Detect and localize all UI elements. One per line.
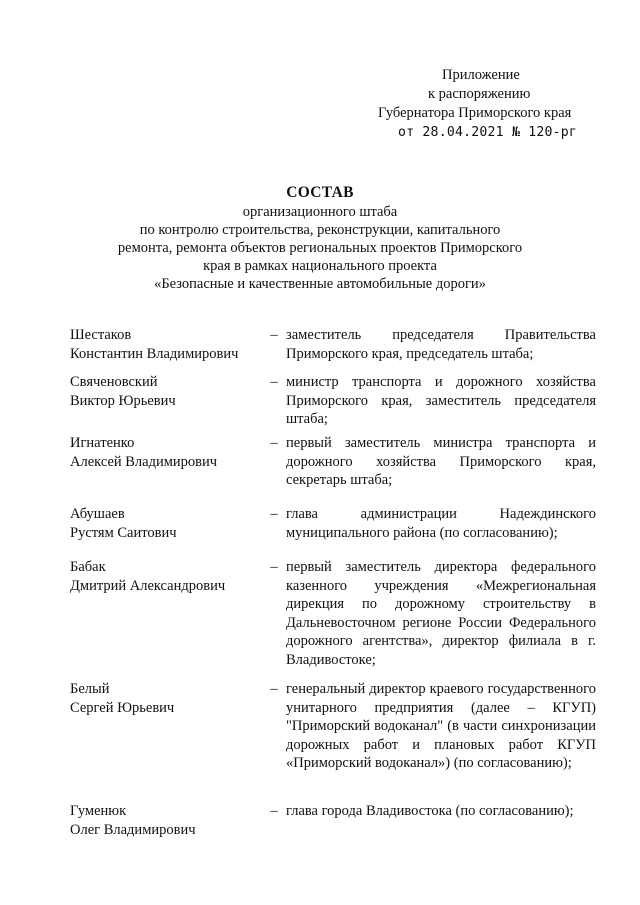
member-surname: Бабак (70, 559, 106, 575)
member-dash: – (270, 327, 278, 343)
title-line: «Безопасные и качественные автомобильные дороги» (154, 276, 486, 292)
appendix-label: Приложение (442, 67, 520, 83)
member-role: глава администрации Надеждинского муниципального района (по согласованию); (286, 506, 596, 541)
document-title (110, 184, 530, 293)
member-role: заместитель председателя Правительства Приморского края, председатель штаба; (286, 327, 596, 362)
member-person (70, 505, 262, 542)
member-surname: Игнатенко (70, 435, 135, 451)
member-entry (70, 505, 596, 542)
title-heading: СОСТАВ (286, 184, 354, 201)
appendix-order-ref: к распоряжению (428, 86, 531, 102)
member-person (70, 680, 262, 773)
member-entry (70, 802, 574, 839)
title-line: края в рамках национального проекта (203, 258, 437, 274)
member-person (70, 558, 262, 669)
member-role: генеральный директор краевого государственного унитарного предприятия (далее – КГУП) "Приморский водоканал" (в части синхронизации дорожных работ и плановых работ КГУП «Приморский водоканал») (по согласованию); (286, 681, 596, 771)
member-person (70, 802, 262, 839)
member-name: Сергей Юрьевич (70, 699, 175, 716)
member-name: Дмитрий Александрович (70, 577, 226, 594)
member-name: Рустям Саитович (70, 524, 177, 541)
member-role: первый заместитель директора федерального казенного учреждения «Межрегиональная дирекция по дорожному строительству в Дальневосточном регионе России Федерального дорожного агентства», директор филиала в г. Владивостоке; (286, 559, 596, 668)
member-entry (70, 326, 596, 363)
member-dash: – (270, 681, 278, 697)
member-surname: Белый (70, 681, 110, 697)
appendix-issuer: Губернатора Приморского края (378, 105, 572, 121)
member-name: Константин Владимирович (70, 345, 239, 362)
member-dash: – (270, 506, 278, 522)
member-dash: – (270, 374, 278, 390)
member-name: Виктор Юрьевич (70, 392, 176, 409)
member-role: первый заместитель министра транспорта и дорожного хозяйства Приморского края, секретарь штаба; (286, 435, 596, 488)
title-line: ремонта, ремонта объектов региональных проектов Приморского (117, 240, 523, 256)
member-surname: Шестаков (70, 327, 132, 343)
member-surname: Абушаев (70, 506, 125, 522)
appendix-header (376, 66, 590, 142)
member-name: Олег Владимирович (70, 821, 196, 838)
member-role: министр транспорта и дорожного хозяйства Приморского края, заместитель председателя штаба; (286, 374, 596, 427)
member-name: Алексей Владимирович (70, 453, 218, 470)
member-entry (70, 434, 596, 490)
member-dash: – (270, 435, 278, 451)
member-entry (70, 373, 596, 429)
appendix-date-number: от 28.04.2021 № 120-рг (398, 125, 578, 140)
member-person (70, 434, 262, 490)
title-line: организационного штаба (242, 204, 398, 220)
member-person (70, 373, 262, 429)
member-surname: Свяченовский (70, 374, 158, 390)
member-surname: Гуменюк (70, 803, 127, 819)
member-entry (70, 680, 596, 773)
member-dash: – (270, 803, 278, 819)
title-line: по контролю строительства, реконструкции, капитального (139, 222, 501, 238)
member-entry (70, 558, 596, 669)
member-dash: – (270, 559, 278, 575)
member-person (70, 326, 262, 363)
member-role: глава города Владивостока (по согласованию); (286, 803, 574, 819)
